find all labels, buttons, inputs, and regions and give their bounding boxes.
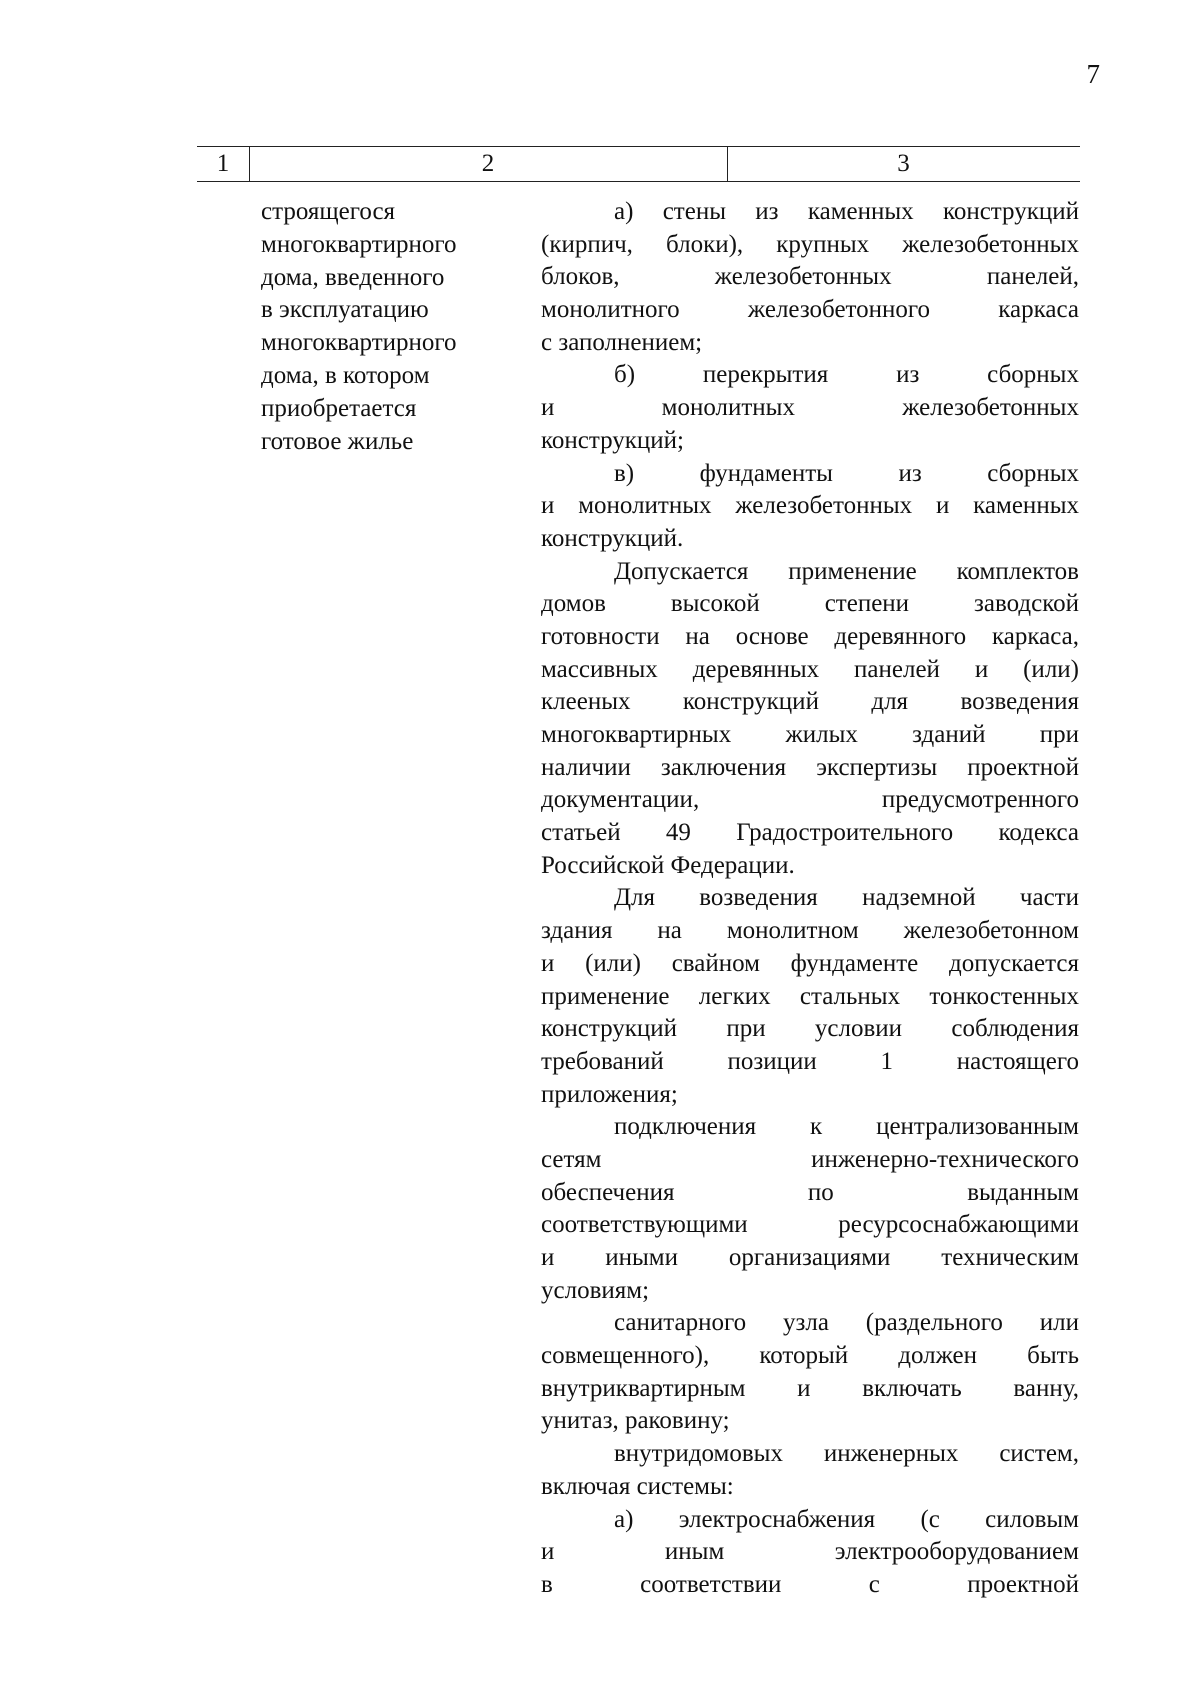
word: б) [614,361,636,389]
column3-line [541,621,1079,654]
column2-line: строящегося [261,198,396,225]
column3-line [541,752,1079,785]
word: (с [920,1505,940,1533]
word: соответствии [640,1570,782,1598]
word: санитарного [614,1309,747,1337]
column3-line [541,1177,1079,1210]
column2-line: дома, в котором [261,361,430,389]
word: конструкций [942,198,1079,225]
word: и [797,1374,811,1402]
word: статьей [541,819,621,847]
column3-line [541,1046,1079,1079]
word: настоящего [956,1047,1079,1075]
word: к [810,1113,823,1141]
word: массивных [541,655,658,683]
word: централизованным [876,1113,1079,1141]
column-divider [727,147,728,181]
column3-line [541,196,1079,229]
word: заводской [974,590,1079,618]
column3-line [541,556,1079,589]
column3-line [541,981,1079,1014]
column3-line [541,654,1079,687]
word: по [807,1178,834,1206]
column3-line [541,719,1079,752]
word: при [1039,721,1079,748]
word: высокой [670,590,760,618]
word: железобетонном [903,917,1079,945]
word: железобетонных [714,263,892,291]
column3-line [541,686,1079,719]
word: соблюдения [951,1015,1079,1043]
word: домов [541,590,606,618]
word: степени [824,590,910,618]
column3-line: Российской Федерации. [541,851,795,879]
column3-line [541,458,1079,491]
column3-line [541,490,1079,523]
word: иным [664,1538,725,1566]
word: инженерных [823,1440,959,1468]
word: допускается [948,949,1079,977]
word: здания [541,917,613,945]
word: основе [735,622,809,650]
word: в) [614,459,635,487]
column3-line [541,588,1079,621]
column3-line: конструкций. [541,524,684,552]
word: жилых [785,721,858,748]
column3-text [541,196,1079,1602]
word: железобетонных [902,230,1079,258]
word: требований [541,1047,664,1075]
word: клееных [541,688,631,716]
word: включать [862,1374,962,1402]
word: многоквартирных [541,721,732,748]
word: с [868,1570,880,1598]
word: кодекса [998,819,1079,847]
word: конструкций [682,688,819,716]
word: Для [614,884,656,912]
word: конструкций [541,1015,678,1043]
word: или [1039,1309,1079,1337]
word: комплектов [956,557,1079,585]
word: совмещенного), [541,1342,710,1370]
column3-line [541,229,1079,262]
word: крупных [776,230,870,258]
word: сборных [987,459,1079,487]
word: а) [614,198,634,225]
column3-line: с заполнением; [541,328,703,356]
word: возведения [699,884,818,912]
word: блоки), [666,230,744,258]
word: деревянного [834,622,967,650]
column3-line [541,1340,1079,1373]
word: сетям [541,1145,602,1173]
word: соответствующими [541,1211,748,1239]
word: готовности [541,622,660,650]
word: ресурсоснабжающими [838,1211,1079,1239]
table-header-col2: 2 [481,150,495,177]
word: и [541,949,555,977]
word: силовым [985,1505,1079,1533]
column2-line: многоквартирного [261,230,457,258]
word: каркаса [998,296,1079,324]
column3-line [541,817,1079,850]
column3-line: включая системы: [541,1472,734,1500]
word: подключения [614,1113,757,1141]
word: и [541,1244,555,1271]
word: из [896,361,920,389]
word: на [657,917,682,945]
word: и [935,492,950,520]
word: монолитных [661,394,795,422]
word: фундаменте [790,949,919,977]
word: перекрытия [702,361,829,389]
column3-line [541,294,1079,327]
word: блоков, [541,263,620,291]
word: деревянных [692,655,820,683]
word: надземной [862,884,976,912]
word: стены [662,198,726,225]
word: 1 [880,1047,894,1075]
word: панелей, [986,263,1079,291]
column3-line [541,359,1079,392]
word: железобетонных [735,492,913,520]
column3-line: унитаз, раковину; [541,1407,730,1435]
word: свайном [671,949,760,977]
word: систем, [999,1440,1079,1468]
word: узла [782,1309,829,1337]
word: каркаса, [991,622,1079,650]
word: из [755,198,779,225]
word: электроснабжения [678,1505,876,1533]
word: панелей [854,655,940,683]
column2-line: многоквартирного [261,329,457,357]
column2-line: готовое жилье [261,427,414,455]
word: экспертизы [816,753,938,781]
column3-line [541,1307,1079,1340]
word: позиции [727,1047,817,1075]
column3-line [541,1242,1079,1275]
word: предусмотренного [881,786,1079,814]
column3-line [541,1013,1079,1046]
table-header-col1: 1 [216,150,230,177]
column-divider [249,147,250,181]
column3-line [541,1373,1079,1406]
word: применение [788,557,917,585]
word: монолитном [726,917,859,945]
word: части [1019,884,1079,912]
word: документации, [541,786,700,814]
word: наличии [541,753,631,781]
column2-line: дома, введенного [261,263,445,291]
word: иными [605,1244,679,1271]
word: на [685,622,710,650]
word: каменных [973,492,1079,520]
word: при [726,1015,766,1043]
column3-line [541,1536,1079,1569]
word: электрооборудованием [834,1538,1079,1566]
word: а) [614,1505,634,1533]
table-header-col3: 3 [897,150,910,177]
word: быть [1027,1342,1079,1370]
word: заключения [660,753,787,781]
word: железобетонных [902,394,1079,422]
word: и [974,655,989,683]
word: стальных [799,982,901,1010]
column3-line [541,1209,1079,1242]
column3-line [541,1438,1079,1471]
word: фундаменты [699,459,833,487]
word: инженерно-технического [811,1145,1079,1173]
word: в [541,1570,553,1598]
word: внутридомовых [614,1440,783,1468]
word: проектной [967,753,1079,781]
word: организациями [728,1244,891,1271]
column3-line [541,261,1079,294]
column3-line [541,1144,1079,1177]
word: условии [814,1015,903,1043]
word: тонкостенных [929,982,1079,1010]
word: Градостроительного [736,819,954,847]
word: техническим [941,1244,1079,1271]
word: (или) [585,949,641,977]
word: внутриквартирным [541,1374,746,1402]
column3-line: конструкций; [541,426,684,454]
word: возведения [960,688,1079,716]
word: обеспечения [541,1178,675,1206]
word: и [541,492,555,520]
column3-line: условиям; [541,1276,650,1304]
word: сборных [987,361,1079,389]
word: монолитного [541,296,680,324]
word: выданным [967,1178,1079,1206]
column2-line: приобретается [261,394,417,422]
column3-line [541,1111,1079,1144]
table-header-row [197,146,1080,182]
word: (или) [1023,655,1079,683]
word: который [759,1342,849,1370]
word: и [541,1538,555,1566]
word: ванну, [1013,1374,1079,1402]
word: применение [541,982,670,1010]
word: (кирпич, [541,230,633,258]
column3-line [541,784,1079,817]
word: 49 [665,819,691,847]
column3-line [541,915,1079,948]
page-number: 7 [1086,59,1100,89]
word: проектной [967,1570,1079,1598]
column3-line [541,948,1079,981]
word: из [898,459,922,487]
word: зданий [912,721,986,748]
word: легких [698,982,771,1010]
word: монолитных [578,492,712,520]
column3-line [541,1569,1079,1602]
word: (раздельного [865,1309,1003,1337]
column2-line: в эксплуатацию [261,296,429,324]
column3-line [541,1504,1079,1537]
word: и [541,394,555,422]
column3-line [541,392,1079,425]
column3-line: приложения; [541,1080,678,1108]
word: Допускается [614,557,749,585]
word: должен [898,1342,978,1370]
word: железобетонного [747,296,931,324]
word: для [871,688,909,716]
word: каменных [807,198,914,225]
column3-line [541,882,1079,915]
column2-text [261,196,501,458]
